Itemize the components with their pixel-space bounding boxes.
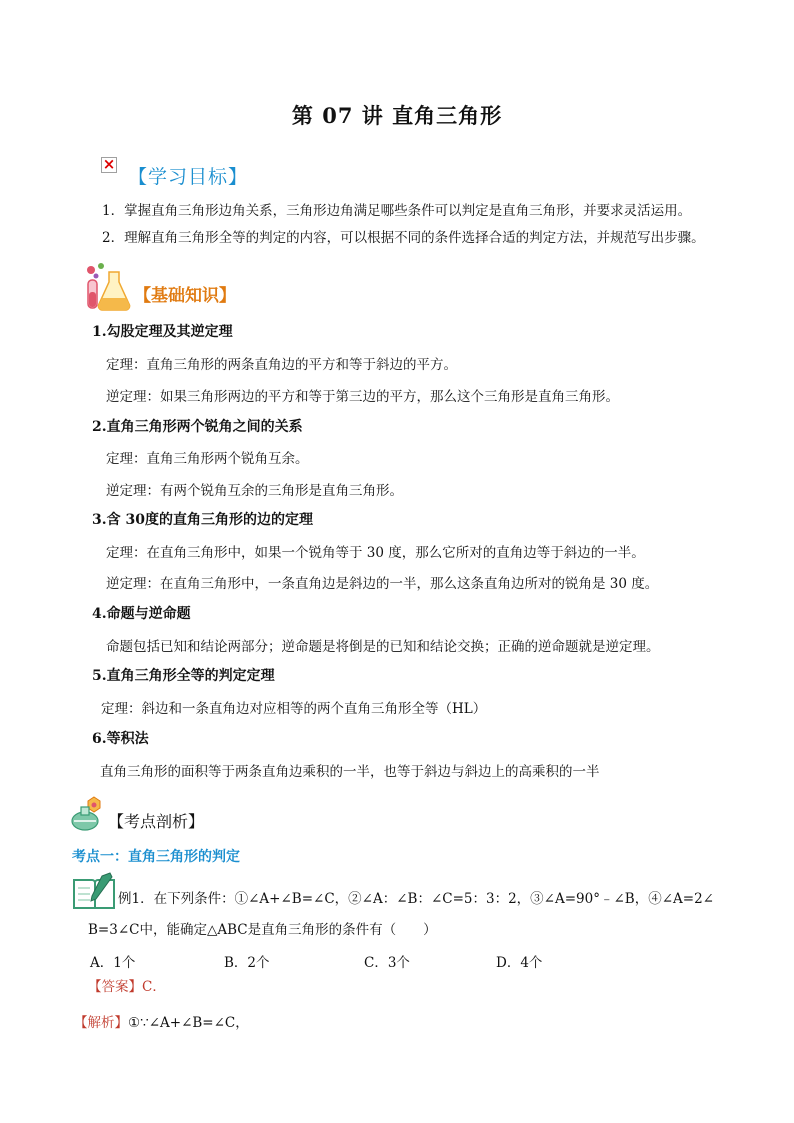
section-3-line-1: 定理：在直角三角形中，如果一个锐角等于 30 度，那么它所对的直角边等于斜边的一半。	[106, 545, 645, 561]
section-2-line-1: 定理：直角三角形两个锐角互余。	[106, 451, 309, 467]
section-title-2: 2.直角三角形两个锐角之间的关系	[92, 419, 303, 435]
broken-image-icon	[101, 157, 117, 173]
goals-header: 【学习目标】	[128, 166, 249, 188]
analysis-label: 【解析】	[74, 1015, 128, 1031]
section-1-line-2: 逆定理：如果三角形两边的平方和等于第三边的平方，那么这个三角形是直角三角形。	[106, 389, 619, 405]
option-d: D．4个	[496, 955, 543, 971]
section-6-line-1: 直角三角形的面积等于两条直角边乘积的一半，也等于斜边与斜边上的高乘积的一半	[100, 764, 600, 780]
section-3-line-2: 逆定理：在直角三角形中，一条直角边是斜边的一半，那么这条直角边所对的锐角是 30 度。	[106, 576, 659, 592]
section-1-line-1: 定理：直角三角形的两条直角边的平方和等于斜边的平方。	[106, 357, 457, 373]
kaodian-title: 考点一：直角三角形的判定	[72, 849, 240, 865]
section-5-line-1: 定理：斜边和一条直角边对应相等的两个直角三角形全等（HL）	[101, 701, 487, 717]
notebook-pencil-icon	[72, 872, 116, 910]
section-4-line-1: 命题包括已知和结论两部分；逆命题是将倒是的已知和结论交换；正确的逆命题就是逆定理。	[106, 639, 660, 655]
section-title-1: 1.勾股定理及其逆定理	[92, 324, 233, 340]
answer-value: C．	[142, 979, 166, 995]
goal-item-2: 2．理解直角三角形全等的判定的内容，可以根据不同的条件选择合适的判定方法，并规范写出步骤。	[102, 230, 705, 246]
answer-label: 【答案】	[88, 979, 142, 995]
section-title-6: 6.等积法	[92, 731, 149, 747]
goal-item-1: 1．掌握直角三角形边角关系，三角形边角满足哪些条件可以判定是直角三角形，并要求灵活运用。	[102, 203, 692, 219]
section-title-5: 5.直角三角形全等的判定定理	[92, 668, 275, 684]
basics-header: 【基础知识】	[134, 286, 236, 306]
example-question-line-1: 例1．在下列条件：①∠A+∠B=∠C，②∠A：∠B：∠C=5：3：2，③∠A=90°﹣∠B，④∠A=2∠	[118, 891, 714, 907]
option-a: A．1个	[90, 955, 136, 971]
option-c: C．3个	[364, 955, 410, 971]
analysis-text: ①∵∠A+∠B=∠C，	[128, 1015, 249, 1031]
option-b: B．2个	[224, 955, 270, 971]
lab-flask-icon	[82, 262, 134, 312]
analysis-flask-icon	[70, 795, 110, 831]
example-question-line-2: B=3∠C中，能确定△ABC是直角三角形的条件有（ ）	[88, 922, 437, 938]
page-title: 第 07 讲 直角三角形	[291, 103, 503, 128]
section-2-line-2: 逆定理：有两个锐角互余的三角形是直角三角形。	[106, 483, 403, 499]
analysis-header: 【考点剖析】	[108, 812, 205, 831]
section-title-3: 3.含 30度的直角三角形的边的定理	[92, 512, 313, 528]
section-title-4: 4.命题与逆命题	[92, 606, 191, 622]
